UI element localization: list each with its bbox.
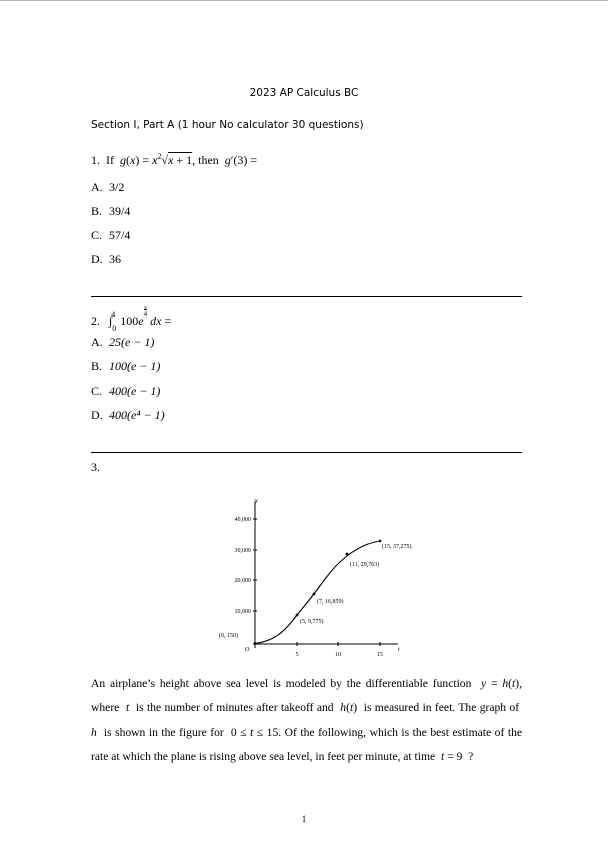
question-2-text: $\int_0^4$ $100e^{x 4}$ dx =	[103, 304, 172, 334]
page-title: 2023 AP Calculus BC	[249, 87, 359, 99]
q2-option-c[interactable]: C. 400(e − 1)	[91, 384, 161, 398]
q1-option-d[interactable]: D. 36	[91, 252, 121, 266]
question-divider	[91, 452, 522, 453]
q1-option-b[interactable]: B. 39/4	[91, 204, 131, 218]
point-marker	[254, 642, 257, 645]
x-axis-label: t	[398, 647, 400, 653]
q1-option-c[interactable]: C. 57/4	[91, 228, 131, 242]
question-1	[91, 152, 257, 168]
point-marker	[346, 553, 349, 556]
q2-option-b[interactable]: B. 100(e − 1)	[91, 359, 161, 373]
x-tick-label: 15	[377, 652, 383, 658]
point-label: (11, 29,763)	[350, 562, 380, 568]
y-ticks	[235, 517, 258, 615]
question-1-number: 1.	[91, 153, 100, 167]
question-2-number: 2.	[91, 314, 100, 328]
question-divider	[91, 296, 522, 297]
section-heading: Section I, Part A (1 hour No calculator 30 questions)	[91, 119, 364, 131]
point-label: (0, 150)	[219, 633, 238, 639]
point-marker	[296, 614, 299, 617]
page-number: 1	[301, 814, 307, 824]
question-3-text: An airplane’s height above sea level is modeled by the differentiable function y = h(t), where t is the number of minutes after takeoff and h(t) is measured in feet. The graph of h is shown in the figure for 0 ≤ t ≤ 15. Of the following, which is the best estimate of the rate at which the plane is rising above sea level, in feet per minute, at time t = 9 ?	[91, 677, 523, 763]
airplane-height-graph	[205, 491, 412, 671]
y-tick-label: 40,000	[234, 517, 251, 523]
y-tick-label: 30,000	[234, 548, 251, 554]
point-label: (5, 9,775)	[300, 619, 324, 625]
y-axis-label: y	[255, 498, 258, 504]
top-border	[0, 0, 608, 1]
question-1-text: If $g(x) = x^2√x + 1$, then g′(3) =	[103, 152, 258, 167]
x-tick-label: 5	[295, 652, 299, 658]
origin-label: O	[245, 647, 250, 653]
question-2	[91, 304, 172, 334]
point-marker	[313, 593, 316, 596]
question-3-number: 3.	[91, 460, 100, 474]
point-marker	[379, 540, 382, 543]
y-tick-label: 20,000	[234, 578, 251, 584]
q1-option-a[interactable]: A. 3/2	[91, 180, 125, 194]
q2-option-d[interactable]: D. 400(e⁴ − 1)	[91, 408, 165, 422]
q2-option-a[interactable]: A. 25(e − 1)	[91, 335, 155, 349]
point-label: (7, 16,859)	[317, 599, 344, 605]
x-tick-label: 10	[335, 652, 341, 658]
point-label: (15, 37,275)	[382, 544, 412, 550]
y-tick-label: 10,000	[234, 609, 251, 615]
height-curve	[255, 541, 380, 644]
